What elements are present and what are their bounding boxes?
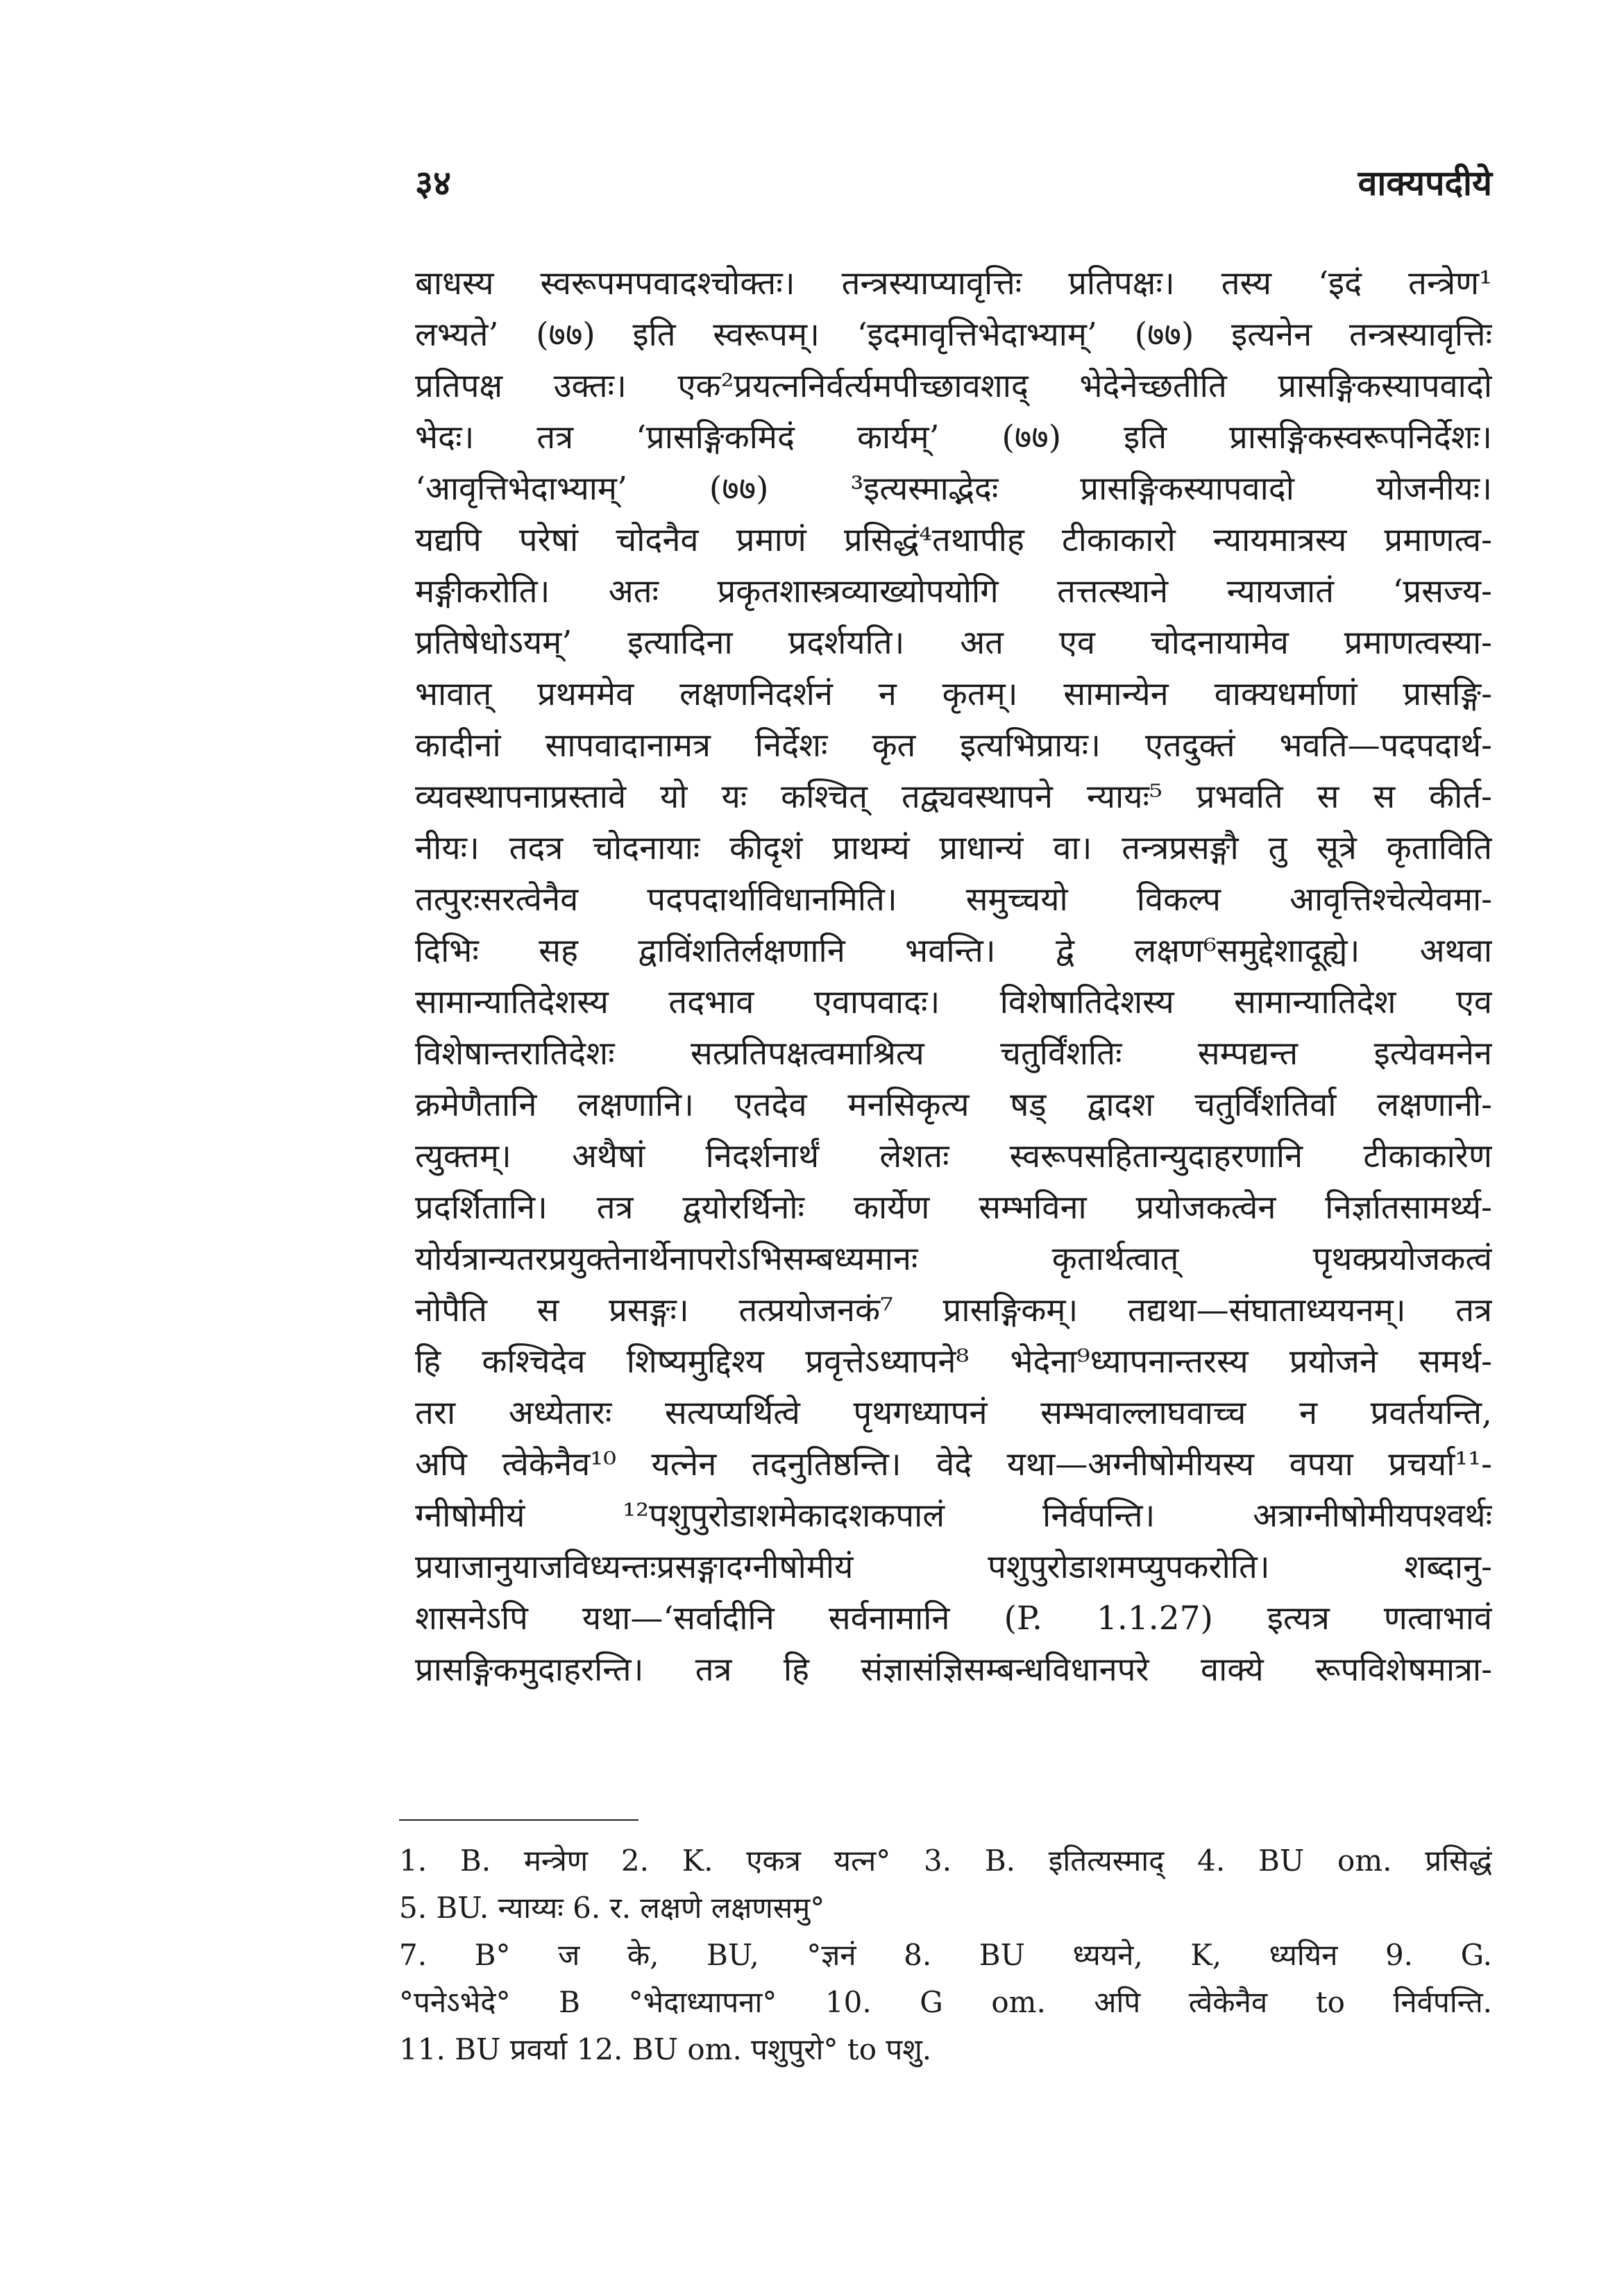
running-title: वाक्यपदीये [1357,162,1492,203]
body-line: अपि त्वेकेनैव¹⁰ यत्नेन तदनुतिष्ठन्ति। वेदे यथा—अग्नीषोमीयस्य वपया प्रचर्या¹¹- [415,1445,1492,1483]
body-line: तत्पुरःसरत्वेनैव पदपदार्थाविधानमिति। समुच्चयो विकल्प आवृत्तिश्चेत्येवमा- [415,881,1492,919]
footnote-divider [399,1819,638,1821]
body-line: योर्यत्रान्यतरप्रयुक्तेनार्थेनापरोऽभिसम्बध्यमानः कृतार्थत्वात् पृथक्प्रयोजकत्वं [415,1240,1492,1278]
body-line: प्रतिषेधोऽयम्’ इत्यादिना प्रदर्शयति। अत एव चोदनायामेव प्रमाणत्वस्या- [415,624,1492,662]
body-line: लभ्यते’ (७७) इति स्वरूपम्। ‘इदमावृत्तिभेदाभ्याम्’ (७७) इत्यनेन तन्त्रस्यावृत्तिः [415,316,1492,354]
footnote-line: 7. B° ज के, BU, °ज्ञनं 8. BU ध्ययने, K, ध्ययिन 9. G. [399,1938,1492,1972]
body-line: नोपैति स प्रसङ्गः। तत्प्रयोजनकं⁷ प्रासङ्गिकम्। तद्यथा—संघाताध्ययनम्। तत्र [415,1291,1492,1329]
body-line: क्रमेणैतानि लक्षणानि। एतदेव मनसिकृत्य षड् द्वादश चतुर्विंशतिर्वा लक्षणानी- [415,1086,1492,1124]
page-header [415,158,1492,221]
body-line: भेदः। तत्र ‘प्रासङ्गिकमिदं कार्यम्’ (७७) इति प्रासङ्गिकस्वरूपनिर्देशः। [415,418,1492,457]
body-line: व्यवस्थापनाप्रस्तावे यो यः कश्चित् तद्व्यवस्थापने न्यायः⁵ प्रभवति स स कीर्त- [415,778,1492,816]
body-line: शासनेऽपि यथा—‘सर्वादीनि सर्वनामानि (P. 1.1.27) इत्यत्र णत्वाभावं [415,1599,1492,1638]
body-line: ‘आवृत्तिभेदाभ्याम्’ (७७) ³इत्यस्माद्भेदः प्रासङ्गिकस्यापवादो योजनीयः। [415,470,1492,508]
body-line: विशेषान्तरातिदेशः सत्प्रतिपक्षत्वमाश्रित्य चतुर्विंशतिः सम्पद्यन्त इत्येवमनेन [415,1035,1492,1073]
body-line: प्रतिपक्ष उक्तः। एक²प्रयत्ननिर्वर्त्यमपीच्छावशाद् भेदेनेच्छतीति प्रासङ्गिकस्यापवादो [415,367,1492,405]
body-line: कादीनां सापवादानामत्र निर्देशः कृत इत्यभिप्रायः। एतदुक्तं भवति—पदपदार्थ- [415,726,1492,765]
body-line: प्रदर्शितानि। तत्र द्वयोरर्थिनोः कार्येण सम्भविना प्रयोजकत्वेन निर्ज्ञातसामर्थ्य- [415,1189,1492,1227]
footnotes [399,1837,1492,2073]
body-text [415,258,1492,1696]
body-line: हि कश्चिदेव शिष्यमुद्दिश्य प्रवृत्तेऽध्यापने⁸ भेदेना⁹ध्यापनान्तरस्य प्रयोजने समर्थ- [415,1343,1492,1381]
body-line: तरा अध्येतारः सत्यप्यर्थित्वे पृथगध्यापनं सम्भवाल्लाघवाच्च न प्रवर्तयन्ति, [415,1394,1492,1432]
body-line: ग्नीषोमीयं ¹²पशुपुरोडाशमेकादशकपालं निर्वपन्ति। अत्राग्नीषोमीयपश्वर्थः [415,1497,1492,1535]
body-line: नीयः। तदत्र चोदनायाः कीदृशं प्राथम्यं प्राधान्यं वा। तन्त्रप्रसङ्गौ तु सूत्रे कृताविति [415,829,1492,867]
body-line: मङ्गीकरोति। अतः प्रकृतशास्त्रव्याख्योपयोगि तत्तत्स्थाने न्यायजातं ‘प्रसज्य- [415,572,1492,611]
footnote-line: 11. BU प्रवर्या 12. BU om. पशुपुरो° to पशु. [399,2032,932,2066]
body-line: बाधस्य स्वरूपमपवादश्चोक्तः। तन्त्रस्याप्यावृत्तिः प्रतिपक्षः। तस्य ‘इदं तन्त्रेण¹ [415,264,1492,303]
body-line: प्रासङ्गिकमुदाहरन्ति। तत्र हि संज्ञासंज्ञिसम्बन्धविधानपरे वाक्ये रूपविशेषमात्रा- [415,1651,1492,1689]
body-line: त्युक्तम्। अथैषां निदर्शनार्थं लेशतः स्वरूपसहितान्युदाहरणानि टीकाकारेण [415,1137,1492,1175]
body-line: यद्यपि परेषां चोदनैव प्रमाणं प्रसिद्धं⁴तथापीह टीकाकारो न्यायमात्रस्य प्रमाणत्व- [415,521,1492,559]
body-line: दिभिः सह द्वाविंशतिर्लक्षणानि भवन्ति। द्वे लक्षण⁶समुद्देशादूह्ये। अथवा [415,932,1492,970]
body-line: प्रयाजानुयाजविध्यन्तःप्रसङ्गादग्नीषोमीयं पशुपुरोडाशमप्युपकरोति। शब्दानु- [415,1548,1492,1586]
body-line: भावात् प्रथममेव लक्षणनिदर्शनं न कृतम्। सामान्येन वाक्यधर्माणां प्रासङ्गि- [415,675,1492,713]
footnote-line: °पनेऽभेदे° B °भेदाध्यापना° 10. G om. अपि त्वेकेनैव to निर्वपन्ति. [399,1985,1492,2019]
page-number: ३४ [415,162,451,203]
body-line: सामान्यातिदेशस्य तदभाव एवापवादः। विशेषातिदेशस्य सामान्यातिदेश एव [415,983,1492,1021]
footnote-line: 1. B. मन्त्रेण 2. K. एकत्र यत्न° 3. B. इतित्यस्माद् 4. BU om. प्रसिद्धं [399,1844,1492,1878]
footnote-line: 5. BU. न्याय्यः 6. र. लक्षणे लक्षणसमु° [399,1891,825,1925]
